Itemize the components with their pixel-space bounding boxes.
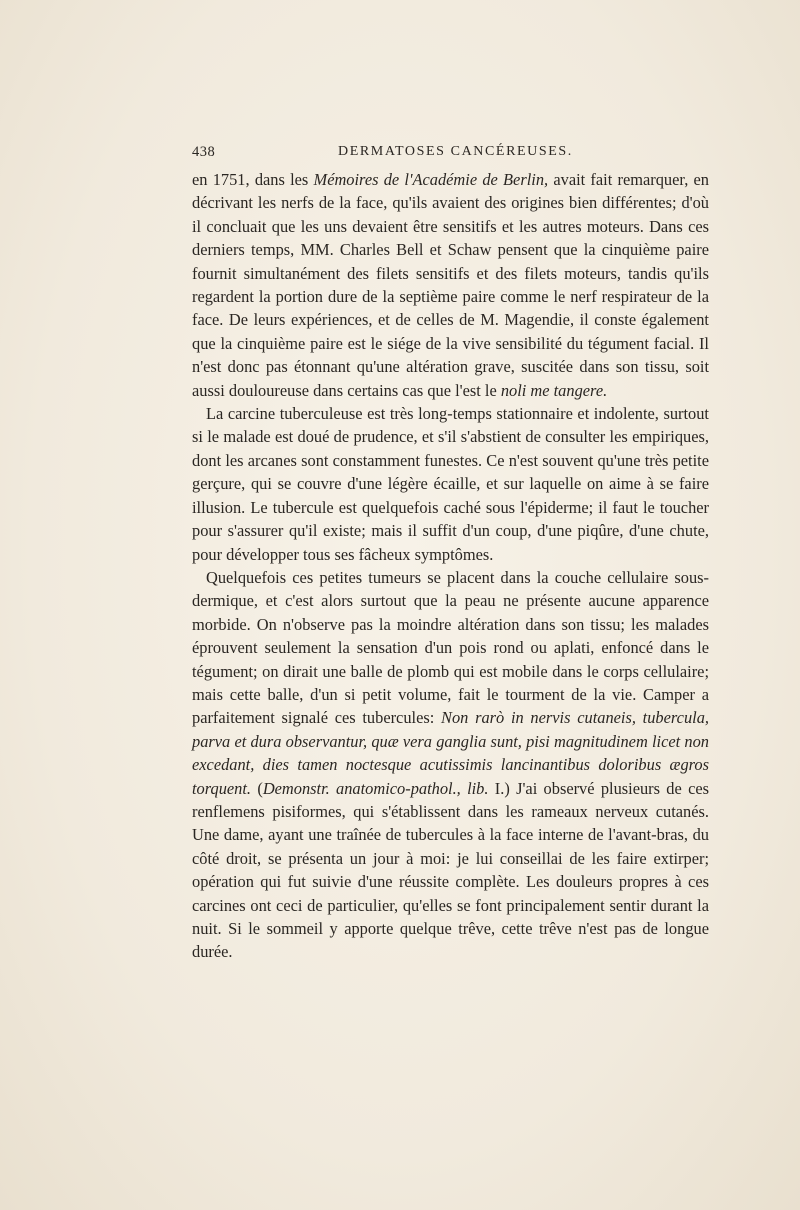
italic-segment: Demonstr. anatomico-pathol., lib. (262, 778, 489, 798)
text-segment: I.) J'ai observé plusieurs de ces renflemens pisiformes, qui s'établissent dans les rameaux nerveux cutanés. Une dame, ayant une traînée de tubercules à la face interne de l'avant-bras, du côté droit, se présenta un jour à moi: je lui conseillai de les faire extirper; opération qui fut suivie d'une réussite complète. Les douleurs propres à ces carcines ont ceci de particulier, qu'elles se font principalement sentir durant la nuit. Si le sommeil y apporte quelque trêve, cette trêve n'est pas de longue durée. (192, 778, 709, 962)
text-segment: ( (251, 778, 263, 798)
text-segment: avait fait remarquer, en décrivant les nerfs de la face, qu'ils avaient des origines bien différentes; d'où il concluait que les uns devaient être sensitifs et les autres moteurs. Dans ces derniers temps, MM. Charles Bell et Schaw pensent que la cinquième paire fournit simultanément des filets sensitifs et des filets moteurs, tandis qu'ils regardent la portion dure de la septième paire comme le nerf respirateur de la face. De leurs expériences, et de celles de M. Magendie, il conste également que la cinquième paire est le siége de la vive sensibilité du tégument facial. Il n'est donc pas étonnant qu'une altération grave, suscitée dans son tissu, soit aussi douloureuse dans certains cas que l'est le (192, 170, 709, 400)
page-number: 438 (192, 144, 216, 160)
paragraph-2 (192, 402, 709, 566)
italic-segment: Non rarò in nervis cutaneis, tubercula, parva et dura observantur, quæ vera ganglia sunt, pisi magnitudinem licet non excedant, dies tamen noctesque acutissimis lancinantibus doloribus ægros torquent. (192, 708, 709, 798)
text-segment: La carcine tuberculeuse est très long-temps stationnaire et indolente, surtout si le malade est doué de prudence, et s'il s'abstient de consulter les empiriques, dont les arcanes sont constamment funestes. Ce n'est souvent qu'une très petite gerçure, qui se couvre d'une légère écaille, et sur laquelle on aime à se faire illusion. Le tubercule est quelquefois caché sous l'épiderme; il faut le toucher pour s'assurer qu'il existe; mais il suffit d'un coup, d'une piqûre, d'une chute, pour développer tous ses fâcheux symptômes. (192, 404, 709, 564)
italic-segment: Mémoires de l'Académie de Berlin, (313, 170, 549, 189)
body-text (192, 168, 709, 964)
text-segment: Quelquefois ces petites tumeurs se placent dans la couche cellulaire sous-dermique, et c'est alors surtout que la peau ne présente aucune apparence morbide. On n'observe pas la moindre altération dans son tissu; les malades éprouvent seulement la sensation d'un pois rond ou aplati, enfoncé dans le tégument; on dirait une balle de plomb qui est mobile dans le corps cellulaire; mais cette balle, d'un si petit volume, fait le tourment de la vie. Camper a parfaitement signalé ces tubercules: (192, 567, 709, 728)
page-header (192, 144, 712, 164)
text-segment: en 1751, dans les (192, 170, 314, 189)
italic-segment: noli me tangere. (500, 380, 608, 400)
paragraph-1 (192, 168, 709, 402)
paragraph-3 (192, 566, 709, 964)
running-title: DERMATOSES CANCÉREUSES. (338, 144, 573, 159)
